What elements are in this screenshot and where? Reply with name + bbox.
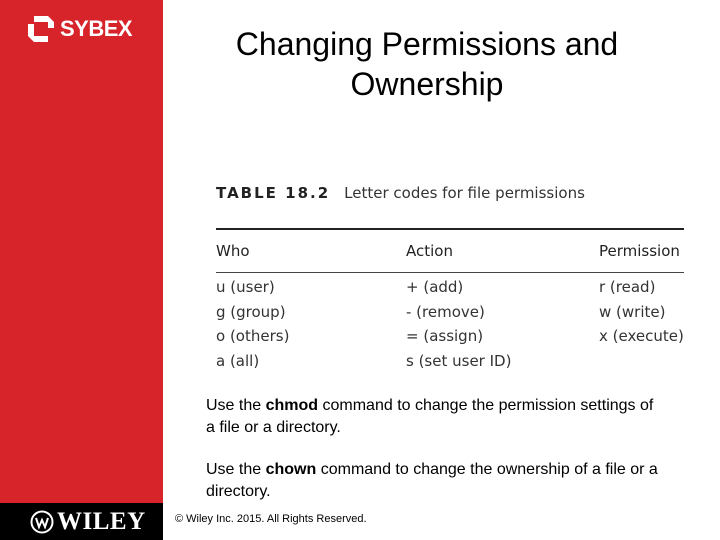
chmod-paragraph <box>206 395 666 439</box>
table-row <box>216 324 684 349</box>
chown-para-prefix: Use the <box>206 461 266 478</box>
chmod-para-prefix: Use the <box>206 397 266 414</box>
sybex-logo <box>24 12 144 46</box>
permissions-table <box>216 230 684 272</box>
table-number: TABLE 18.2 <box>216 184 331 202</box>
table-header-rule <box>216 272 684 273</box>
table-caption <box>216 184 684 212</box>
slide-title-line1: Changing Permissions and <box>235 26 619 62</box>
cell-who: u (user) <box>216 278 275 297</box>
cell-action: s (set user ID) <box>406 351 512 370</box>
chown-paragraph <box>206 459 666 503</box>
cell-who: a (all) <box>216 351 260 370</box>
wiley-emblem-icon <box>30 510 54 534</box>
permissions-table-body <box>216 275 684 373</box>
cell-action: + (add) <box>406 278 464 297</box>
cell-who: g (group) <box>216 302 286 321</box>
header-action: Action <box>406 242 453 260</box>
slide-title-line2: Ownership <box>350 66 504 102</box>
slide-title <box>175 24 679 104</box>
cell-action: = (assign) <box>406 327 484 346</box>
cell-who: o (others) <box>216 327 290 346</box>
cell-permission: x (execute) <box>599 327 684 346</box>
wiley-logo-text: WILEY <box>57 508 146 535</box>
table-description: Letter codes for file permissions <box>344 184 585 202</box>
chown-command: chown <box>265 461 317 478</box>
header-who: Who <box>216 242 250 260</box>
sybex-mark-icon <box>24 12 58 46</box>
chmod-para-suffix: command to change the permission settings of a file or a directory. <box>206 397 654 436</box>
permissions-table-figure <box>216 184 684 373</box>
table-row <box>216 275 684 300</box>
table-header-row <box>216 230 684 272</box>
cell-permission: w (write) <box>599 302 666 321</box>
sybex-logo-text: SYBEX <box>60 16 133 41</box>
header-permission: Permission <box>599 242 680 260</box>
red-sidebar <box>0 0 163 540</box>
cell-permission <box>599 349 684 374</box>
table-row <box>216 300 684 325</box>
table-row <box>216 349 684 374</box>
chmod-command: chmod <box>265 397 319 414</box>
chown-para-suffix: command to change the ownership of a file or a directory. <box>206 461 658 500</box>
wiley-logo <box>30 508 146 536</box>
copyright-footer: © Wiley Inc. 2015. All Rights Reserved. <box>175 513 367 525</box>
cell-permission: r (read) <box>599 278 656 297</box>
cell-action: - (remove) <box>406 302 485 321</box>
